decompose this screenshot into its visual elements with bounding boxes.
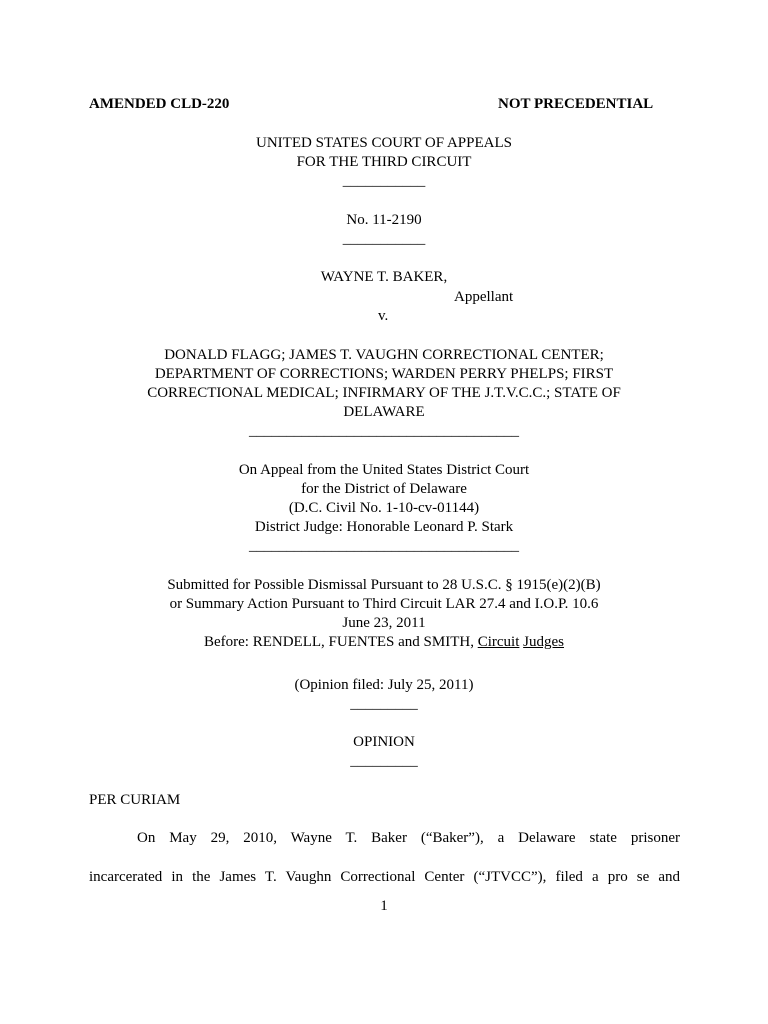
appellant-role: Appellant (454, 289, 514, 305)
page-number: 1 (380, 898, 388, 914)
separator-rule: ____________________________________ (249, 423, 519, 439)
appellees-line-4: DELAWARE (343, 404, 425, 420)
docket-number: No. 11-2190 (346, 212, 422, 228)
opinion-filed-date: (Opinion filed: July 25, 2011) (294, 677, 474, 693)
court-name-line-1: UNITED STATES COURT OF APPEALS (256, 135, 512, 151)
appellant-name: WAYNE T. BAKER, (320, 269, 448, 285)
court-name-line-2: FOR THE THIRD CIRCUIT (296, 154, 472, 170)
appeal-line-2: for the District of Delaware (301, 481, 467, 497)
opinion-heading: OPINION (353, 734, 415, 750)
body-text-line-1: On May 29, 2010, Wayne T. Baker (“Baker”), a Delaware state prisoner (137, 830, 680, 846)
case-code: AMENDED CLD-220 (89, 96, 230, 112)
appeal-line-3: (D.C. Civil No. 1-10-cv-01144) (288, 500, 480, 516)
per-curiam: PER CURIAM (89, 792, 181, 808)
submission-line-1: Submitted for Possible Dismissal Pursuant to 28 U.S.C. § 1915(e)(2)(B) (167, 577, 601, 593)
separator-rule: ___________ (342, 173, 426, 189)
appellees-line-1: DONALD FLAGG; JAMES T. VAUGHN CORRECTIONAL CENTER; (164, 347, 604, 363)
appellees-line-3: CORRECTIONAL MEDICAL; INFIRMARY OF THE J.T.V.C.C.; STATE OF (147, 385, 621, 401)
panel-judges-prefix: Before: RENDELL, FUENTES and SMITH, (204, 634, 478, 650)
appellees-line-2: DEPARTMENT OF CORRECTIONS; WARDEN PERRY PHELPS; FIRST (154, 366, 614, 382)
separator-rule: ___________ (342, 231, 426, 247)
panel-judges-judges: Judges (523, 634, 564, 650)
submission-date: June 23, 2011 (342, 615, 426, 631)
separator-rule: _________ (350, 753, 418, 769)
panel-judges (0, 633, 768, 652)
precedential-status: NOT PRECEDENTIAL (498, 96, 654, 112)
separator-rule: ____________________________________ (249, 538, 519, 554)
district-judge: District Judge: Honorable Leonard P. Stark (254, 519, 514, 535)
submission-line-2: or Summary Action Pursuant to Third Circuit LAR 27.4 and I.O.P. 10.6 (169, 596, 599, 612)
versus: v. (378, 308, 389, 324)
separator-rule: _________ (350, 696, 418, 712)
body-text-line-2: incarcerated in the James T. Vaughn Correctional Center (“JTVCC”), filed a pro se and (89, 869, 680, 885)
appeal-line-1: On Appeal from the United States District Court (238, 462, 530, 478)
panel-judges-circuit: Circuit (477, 634, 520, 650)
